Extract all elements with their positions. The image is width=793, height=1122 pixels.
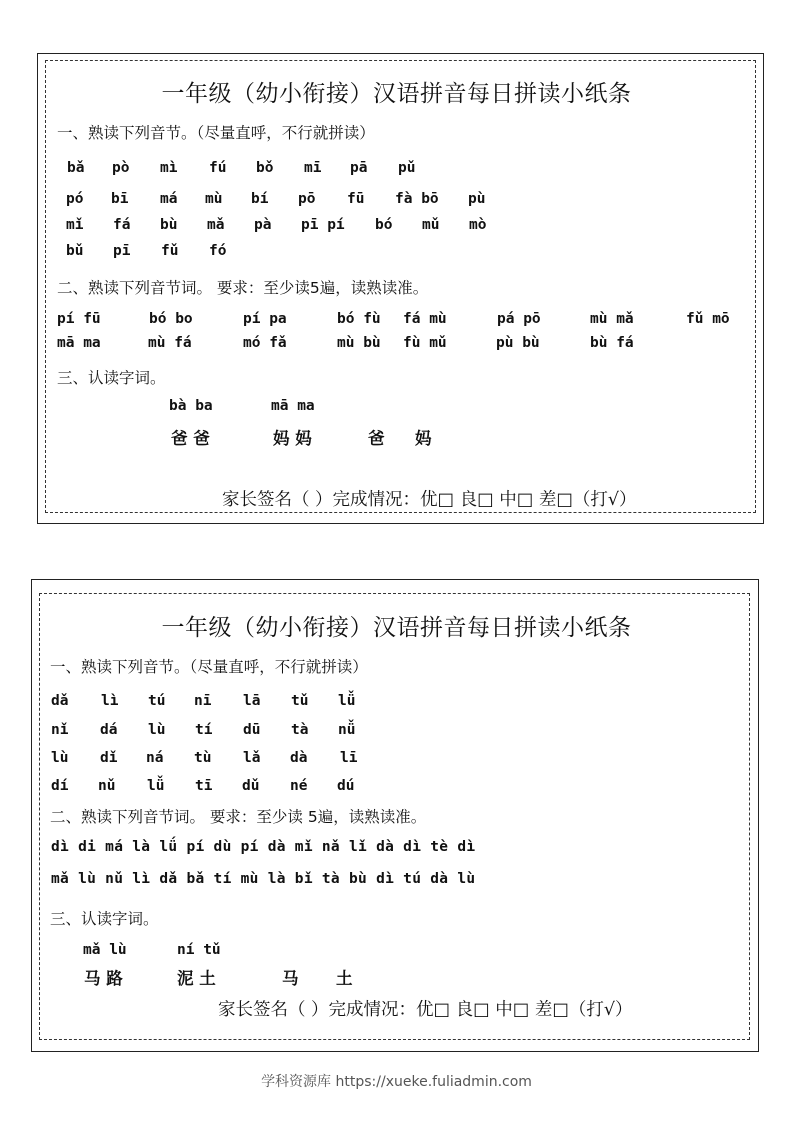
syllable: pǔ [398, 160, 416, 176]
card-2-section-3-heading: 三、认读字词。 [50, 910, 159, 928]
syllable: mì [160, 160, 178, 176]
syllable: lù [51, 750, 69, 766]
syllable: nǔ [98, 778, 116, 794]
syllable: mǎ [207, 217, 225, 233]
syllable: fà bō [395, 191, 439, 207]
word: mù fá [148, 335, 192, 351]
syllable: pù [468, 191, 486, 207]
syllable: bǔ [66, 243, 84, 259]
word: pí fū [57, 311, 101, 327]
syllable: dí [51, 778, 69, 794]
pinyin-label: ní tǔ [177, 942, 221, 958]
syllable: pò [112, 160, 130, 176]
syllable: bó [375, 217, 393, 233]
syllable: mǐ [66, 217, 84, 233]
card-1-section-3-heading: 三、认读字词。 [57, 369, 166, 387]
word: mā ma [57, 335, 101, 351]
syllable: pà [254, 217, 272, 233]
syllable: tù [194, 750, 212, 766]
pinyin-label: bà ba [169, 398, 213, 414]
syllable: dá [100, 722, 118, 738]
hanzi-word: 泥 土 [177, 969, 216, 988]
syllable: tà [291, 722, 309, 738]
syllable: dú [337, 778, 355, 794]
word: mó fǎ [243, 335, 287, 351]
syllable: lù [148, 722, 166, 738]
word: fá mù [403, 311, 447, 327]
hanzi-word: 马 路 [84, 969, 123, 988]
syllable: dū [243, 722, 261, 738]
hanzi-word: 马 [282, 969, 299, 988]
syllable: mǔ [422, 217, 440, 233]
syllable: fū [347, 191, 365, 207]
syllable: mī [304, 160, 322, 176]
syllable: pō [298, 191, 316, 207]
word-line: dì di má là lǘ pí dù pí dà mǐ nǎ lǐ dà dì tè dì [51, 839, 476, 855]
card-1-section-2-heading: 二、熟读下列音节词。 要求：至少读5遍，读熟读准。 [57, 279, 429, 297]
syllable: má [160, 191, 178, 207]
syllable: fú [209, 160, 227, 176]
syllable: bí [251, 191, 269, 207]
word-line: mǎ lù nǔ lì dǎ bǎ tí mù là bǐ tà bù dì tú dà lù [51, 871, 476, 887]
syllable: lǚ [147, 778, 165, 794]
syllable: tí [195, 722, 213, 738]
word: fǔ mō [686, 311, 730, 327]
syllable: lā [243, 693, 261, 709]
card-2-section-2-heading: 二、熟读下列音节词。 要求：至少读 5遍，读熟读准。 [50, 808, 427, 826]
hanzi-word: 妈 [415, 429, 432, 448]
card-1-title: 一年级（幼小衔接）汉语拼音每日拼读小纸条 [161, 81, 632, 107]
syllable: pó [66, 191, 84, 207]
syllable: dà [290, 750, 308, 766]
word: mù mǎ [590, 311, 634, 327]
word: pí pa [243, 311, 287, 327]
pinyin-label: mā ma [271, 398, 315, 414]
hanzi-word: 爸 爸 [171, 429, 210, 448]
syllable: dǔ [242, 778, 260, 794]
syllable: pī pí [301, 217, 345, 233]
syllable: tī [195, 778, 213, 794]
syllable: nī [194, 693, 212, 709]
syllable: ná [146, 750, 164, 766]
footer-watermark: 学科资源库 https://xueke.fuliadmin.com [261, 1074, 532, 1090]
syllable: bǒ [256, 160, 274, 176]
syllable: dǎ [51, 693, 69, 709]
syllable: fá [113, 217, 131, 233]
syllable: lǎ [243, 750, 261, 766]
hanzi-word: 土 [336, 969, 353, 988]
card-1-section-1-heading: 一、熟读下列音节。（尽量直呼，不行就拼读） [57, 124, 375, 142]
syllable: tǔ [291, 693, 309, 709]
syllable: mò [469, 217, 487, 233]
syllable: fǔ [161, 243, 179, 259]
syllable: bǎ [67, 160, 85, 176]
syllable: mù [205, 191, 223, 207]
syllable: lī [340, 750, 358, 766]
card-1-parent-signature-line: 家长签名（ ）完成情况：优□ 良□ 中□ 差□（打√） [222, 490, 637, 510]
card-2-section-1-heading: 一、熟读下列音节。（尽量直呼，不行就拼读） [50, 658, 368, 676]
card-2-parent-signature-line: 家长签名（ ）完成情况：优□ 良□ 中□ 差□（打√） [218, 1000, 633, 1020]
syllable: bù [160, 217, 178, 233]
word: bù fá [590, 335, 634, 351]
syllable: fó [209, 243, 227, 259]
syllable: nǐ [51, 722, 69, 738]
syllable: bī [111, 191, 129, 207]
word: pù bù [496, 335, 540, 351]
pinyin-label: mǎ lù [83, 942, 127, 958]
syllable: né [290, 778, 308, 794]
hanzi-word: 妈 妈 [273, 429, 312, 448]
word: mù bù [337, 335, 381, 351]
syllable: lǚ [338, 693, 356, 709]
word: pá pō [497, 311, 541, 327]
word: bó bo [149, 311, 193, 327]
syllable: tú [148, 693, 166, 709]
syllable: pā [350, 160, 368, 176]
syllable: dǐ [100, 750, 118, 766]
card-2-title: 一年级（幼小衔接）汉语拼音每日拼读小纸条 [161, 615, 632, 641]
word: bó fù [337, 311, 381, 327]
syllable: nǚ [338, 722, 356, 738]
word: fù mǔ [403, 335, 447, 351]
syllable: lì [101, 693, 119, 709]
hanzi-word: 爸 [368, 429, 385, 448]
syllable: pī [113, 243, 131, 259]
